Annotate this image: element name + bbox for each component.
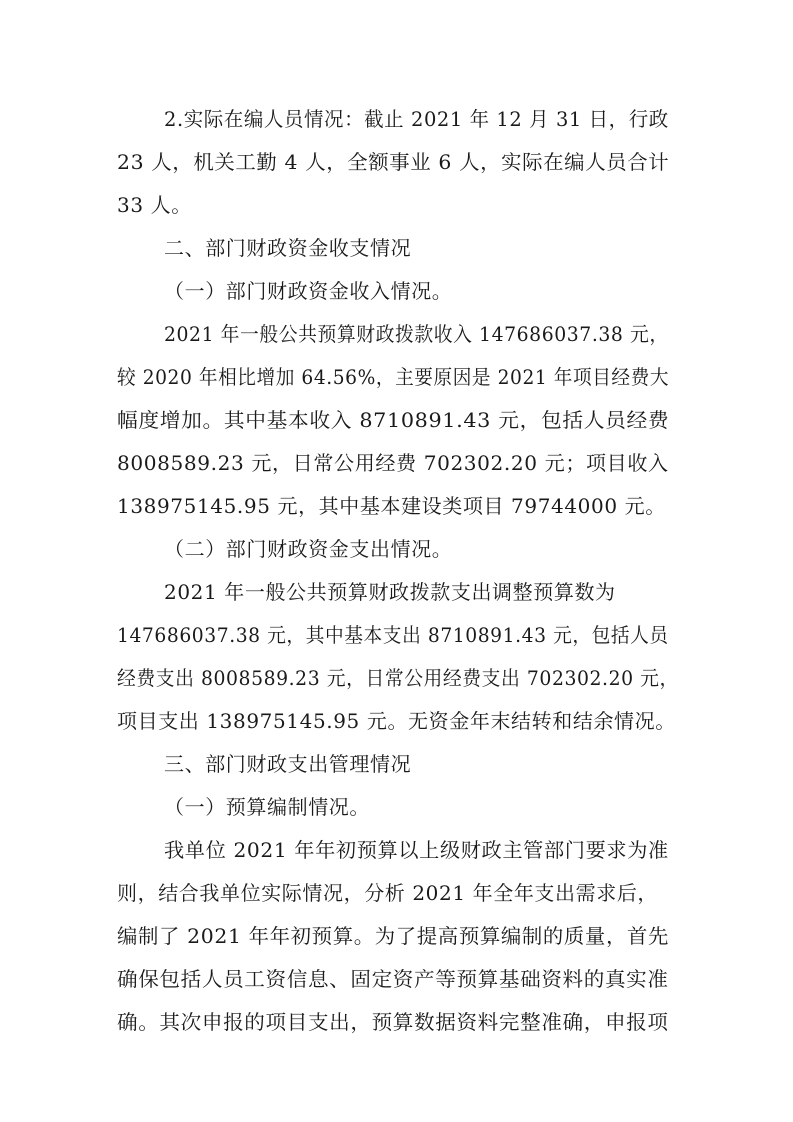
paragraph-line: 确保包括人员工资信息、固定资产等预算基础资料的真实准 (117, 967, 669, 991)
section-heading: 二、部门财政资金收支情况 (164, 236, 412, 260)
paragraph-line: 幅度增加。其中基本收入 8710891.43 元，包括人员经费 (117, 408, 670, 432)
paragraph-line: 33 人。 (117, 193, 192, 217)
section-heading: 三、部门财政支出管理情况 (164, 752, 412, 776)
paragraph-line: 确。其次申报的项目支出，预算数据资料完整准确，申报项 (117, 1010, 669, 1034)
paragraph-line: 我单位 2021 年年初预算以上级财政主管部门要求为准 (164, 838, 669, 862)
paragraph-line: 138975145.95 元，其中基本建设类项目 79744000 元。 (117, 494, 666, 518)
paragraph-line: 23 人，机关工勤 4 人，全额事业 6 人，实际在编人员合计 (117, 150, 670, 174)
paragraph-line: 2021 年一般公共预算财政拨款支出调整预算数为 (164, 580, 616, 604)
subsection-heading: （二）部门财政资金支出情况。 (164, 537, 453, 561)
subsection-heading: （一）预算编制情况。 (164, 795, 370, 819)
paragraph-line: 编制了 2021 年年初预算。为了提高预算编制的质量，首先 (117, 924, 669, 948)
paragraph-line: 经费支出 8008589.23 元，日常公用经费支出 702302.20 元， (117, 666, 679, 690)
paragraph-line: 2021 年一般公共预算财政拨款收入 147686037.38 元， (164, 322, 669, 346)
paragraph-line: 项目支出 138975145.95 元。无资金年末结转和结余情况。 (117, 709, 676, 733)
paragraph-line: 则，结合我单位实际情况，分析 2021 年全年支出需求后， (117, 881, 659, 905)
paragraph-line: 8008589.23 元，日常公用经费 702302.20 元；项目收入 (117, 451, 669, 475)
paragraph-line: 2.实际在编人员情况：截止 2021 年 12 月 31 日，行政 (164, 107, 669, 131)
subsection-heading: （一）部门财政资金收入情况。 (164, 279, 453, 303)
paragraph-line: 147686037.38 元，其中基本支出 8710891.43 元，包括人员 (117, 623, 669, 647)
paragraph-line: 较 2020 年相比增加 64.56%，主要原因是 2021 年项目经费大 (117, 365, 670, 389)
